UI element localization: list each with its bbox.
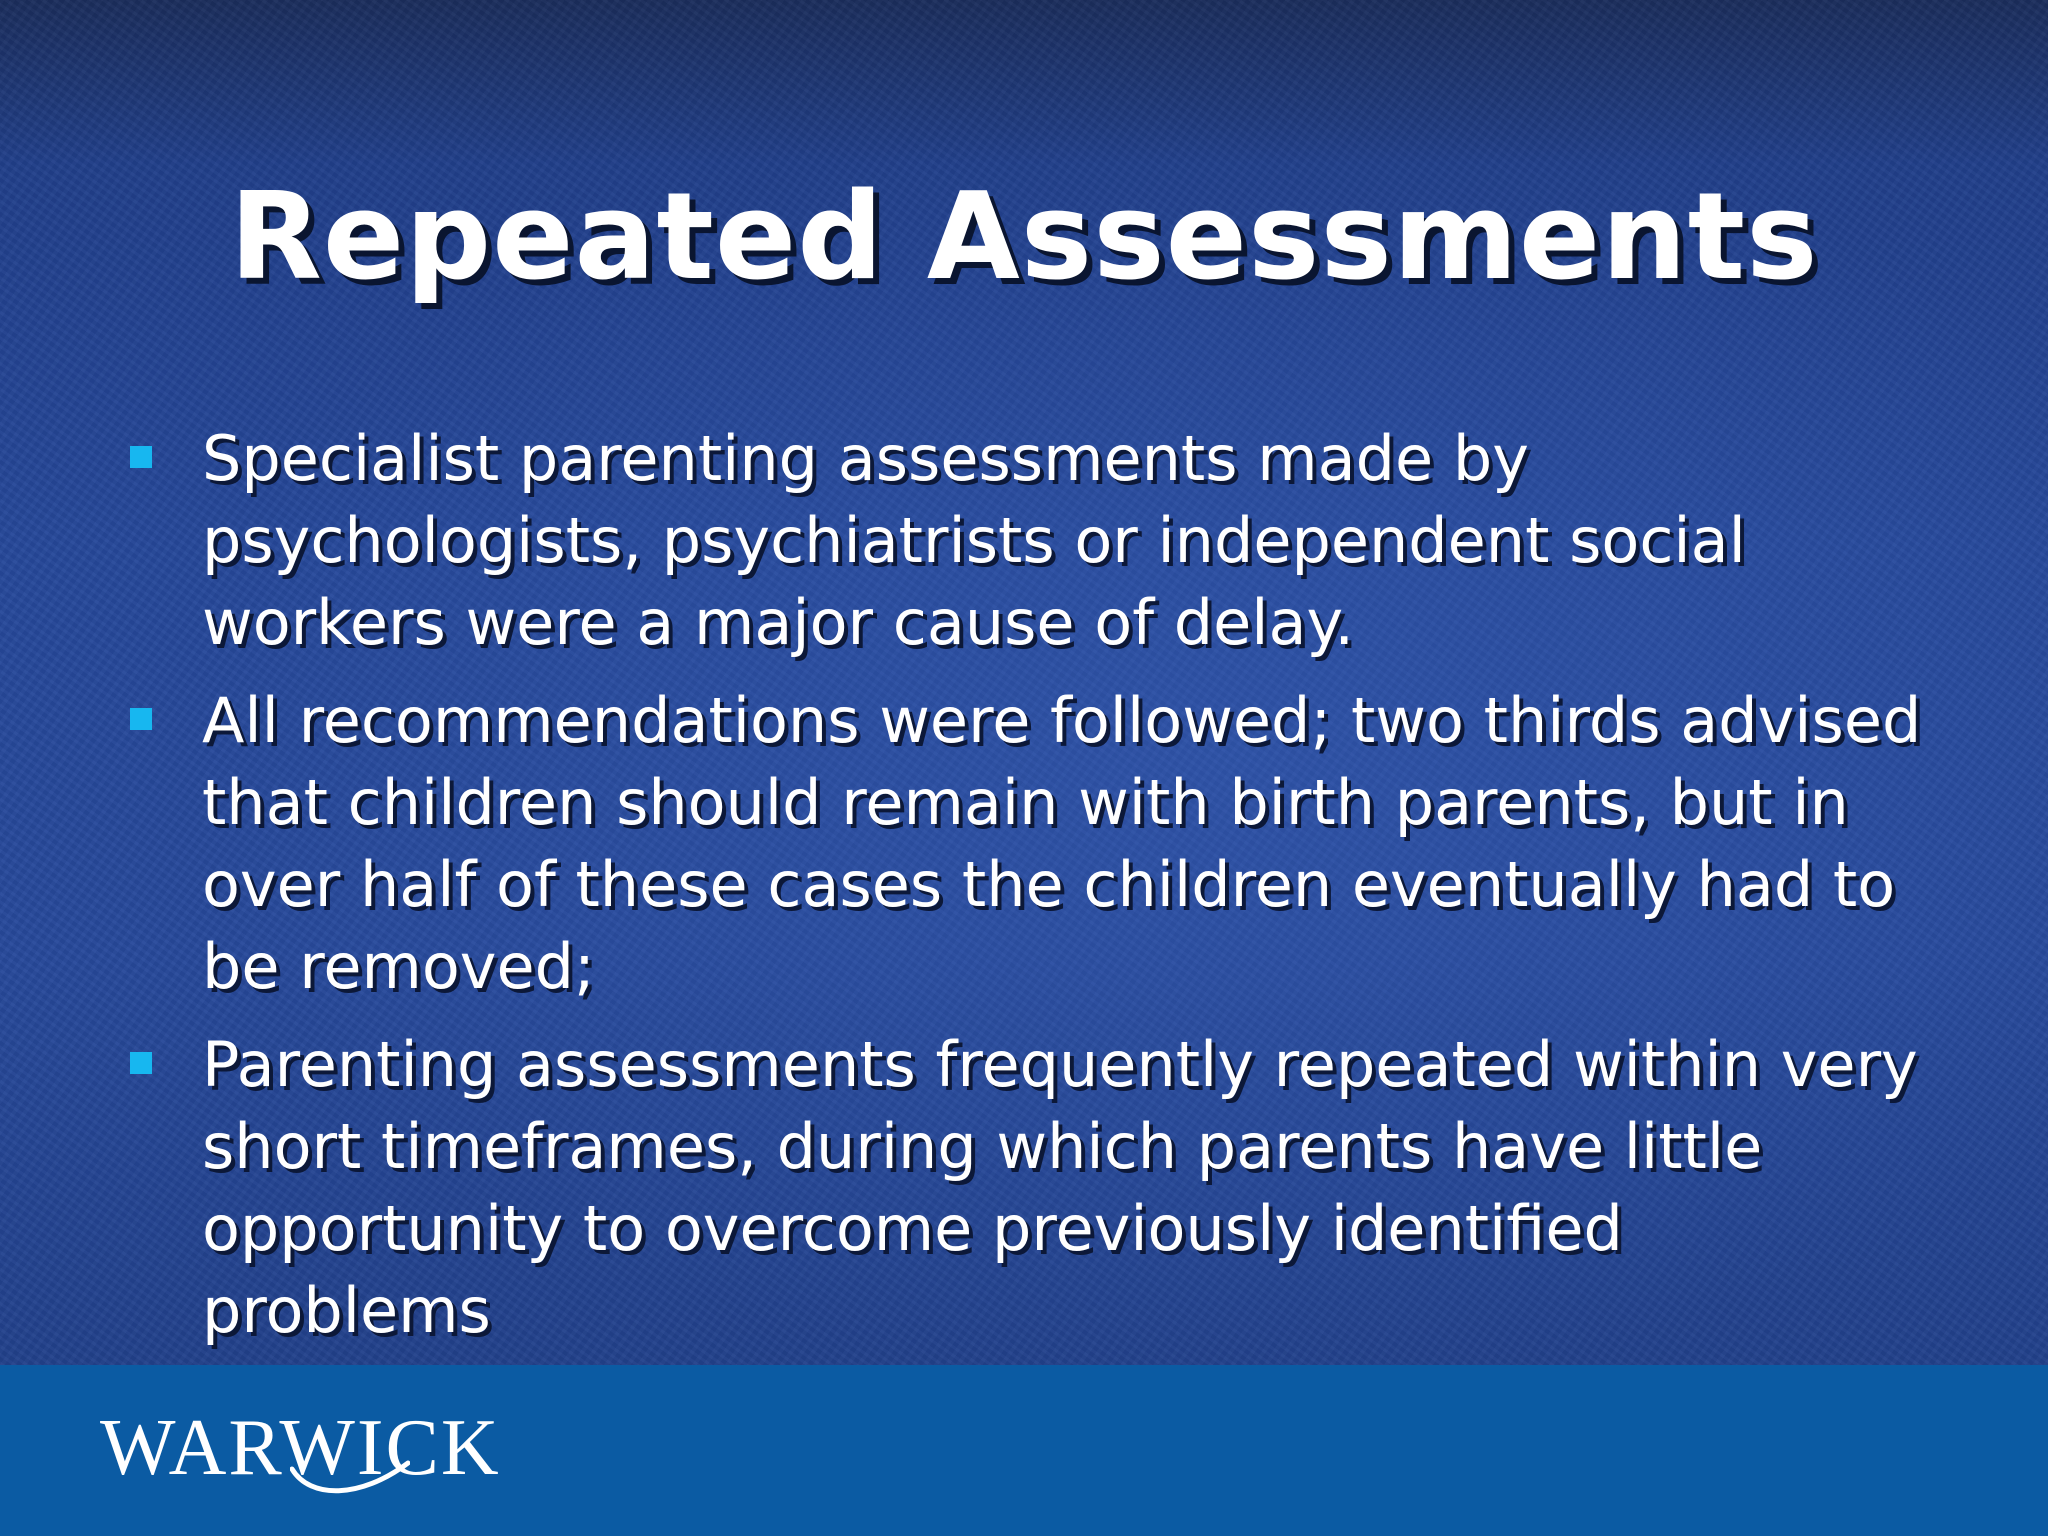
bullet-text: Parenting assessments frequently repeated within very short timeframes, during which parents have little opportunity to overcome previously identified problems (202, 1028, 1918, 1347)
bullet-text: All recommendations were followed; two thirds advised that children should remain with birth parents, but in over half of these cases the children eventually had to be removed; (202, 684, 1922, 1003)
footer-bar (0, 1365, 2048, 1536)
warwick-logo: WARWICK (100, 1404, 501, 1492)
square-bullet-icon (130, 708, 152, 730)
logo-swoosh-icon (290, 1459, 410, 1499)
bullet-list (0, 418, 2048, 1368)
bullet-item (0, 680, 1990, 1008)
square-bullet-icon (130, 446, 152, 468)
bullet-item (0, 1024, 1990, 1352)
square-bullet-icon (130, 1052, 152, 1074)
bullet-text: Specialist parenting assessments made by psychologists, psychiatrists or independent social workers were a major cause of delay. (202, 422, 1746, 659)
slide-title: Repeated Assessments (229, 168, 1819, 307)
bullet-item (0, 418, 1990, 664)
